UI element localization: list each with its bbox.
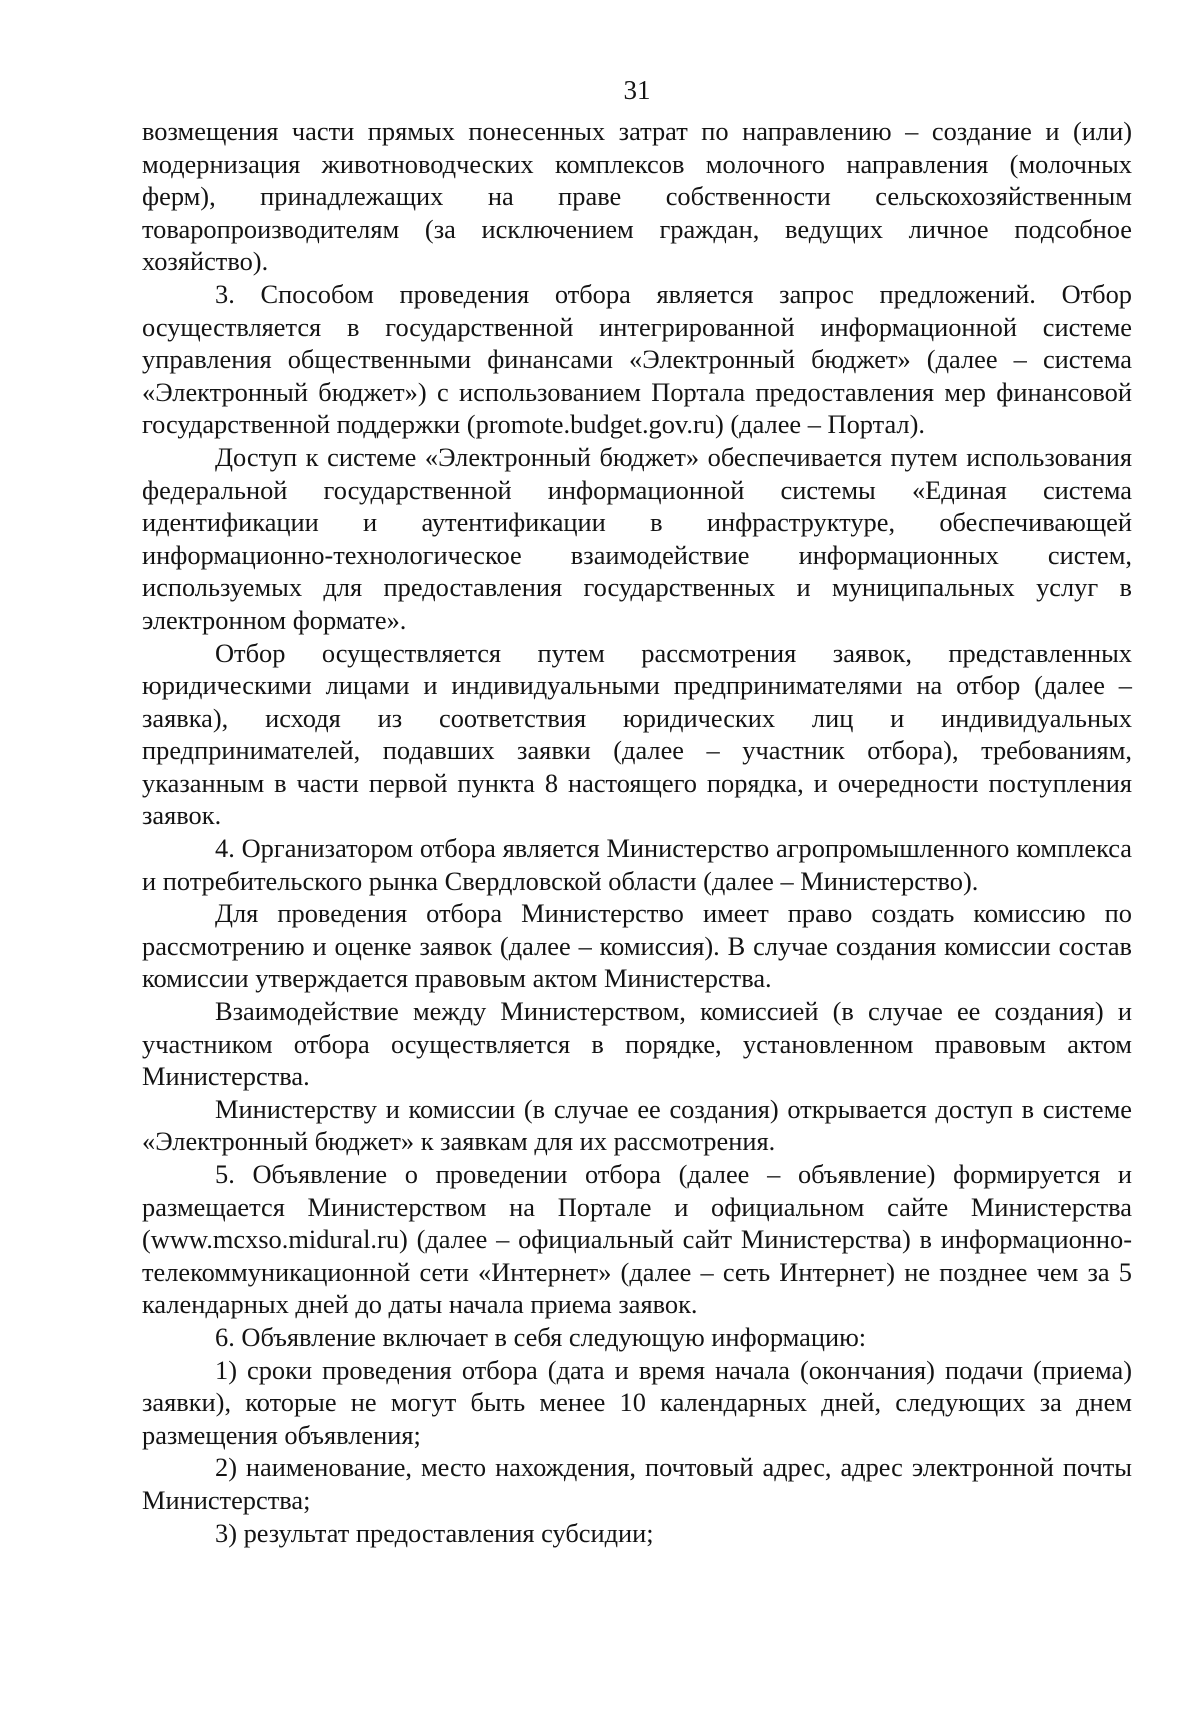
document-page: [142, 74, 1132, 1549]
paragraph: Для проведения отбора Министерство имеет право создать комиссию по рассмотрению и оценке заявок (далее – комиссия). В случае создания комиссии состав комиссии утверждается правовым актом Министерства.: [142, 898, 1132, 994]
paragraph: Доступ к системе «Электронный бюджет» обеспечивается путем использования федеральной государственной информационной системы «Единая система идентификации и аутентификации в инфраструктуре, обеспечивающей информационно-технологическое взаимодействие информационных систем, используемых для предоставления государственных и муниципальных услуг в электронном формате».: [142, 441, 1132, 635]
paragraph: 3. Способом проведения отбора является запрос предложений. Отбор осуществляется в государственной интегрированной информационной системе управления общественными финансами «Электронный бюджет» (далее – система «Электронный бюджет») с использованием Портала предоставления мер финансовой государственной поддержки (promote.budget.gov.ru) (далее – Портал).: [142, 278, 1132, 440]
paragraph: 5. Объявление о проведении отбора (далее – объявление) формируется и размещается Министерством на Портале и официальном сайте Министерства (www.mcxso.midural.ru) (далее – официальный сайт Министерства) в информационно-телекоммуникационной сети «Интернет» (далее – сеть Интернет) не позднее чем за 5 календарных дней до даты начала приема заявок.: [142, 1159, 1132, 1320]
list-item: 3) результат предоставления субсидии;: [215, 1517, 654, 1548]
page-number: 31: [623, 75, 651, 105]
list-item: 1) сроки проведения отбора (дата и время начала (окончания) подачи (приема) заявки), которые не могут быть менее 10 календарных дней, следующих за днем размещения объявления;: [142, 1354, 1132, 1450]
paragraph: Взаимодействие между Министерством, комиссией (в случае ее создания) и участником отбора осуществляется в порядке, установленном правовым актом Министерства.: [142, 996, 1132, 1092]
paragraph: возмещения части прямых понесенных затрат по направлению – создание и (или) модернизация животноводческих комплексов молочного направления (молочных ферм), принадлежащих на праве собственности сельскохозяйственным товаропроизводителям (за исключением граждан, ведущих личное подсобное хозяйство).: [142, 116, 1132, 277]
paragraph: 4. Организатором отбора является Министерство агропромышленного комплекса и потребительского рынка Свердловской области (далее – Министерство).: [142, 833, 1132, 896]
list-item: 2) наименование, место нахождения, почтовый адрес, адрес электронной почты Министерства;: [142, 1452, 1132, 1515]
paragraph: Министерству и комиссии (в случае ее создания) открывается доступ в системе «Электронный бюджет» к заявкам для их рассмотрения.: [142, 1093, 1132, 1157]
document-body: [142, 115, 1132, 1549]
paragraph: 6. Объявление включает в себя следующую информацию:: [215, 1321, 867, 1352]
paragraph: Отбор осуществляется путем рассмотрения заявок, представленных юридическими лицами и индивидуальными предпринимателями на отбор (далее – заявка), исходя из соответствия юридических лиц и индивидуальных предпринимателей, подавших заявки (далее – участник отбора), требованиям, указанным в части первой пункта 8 настоящего порядка, и очередности поступления заявок.: [142, 637, 1132, 831]
